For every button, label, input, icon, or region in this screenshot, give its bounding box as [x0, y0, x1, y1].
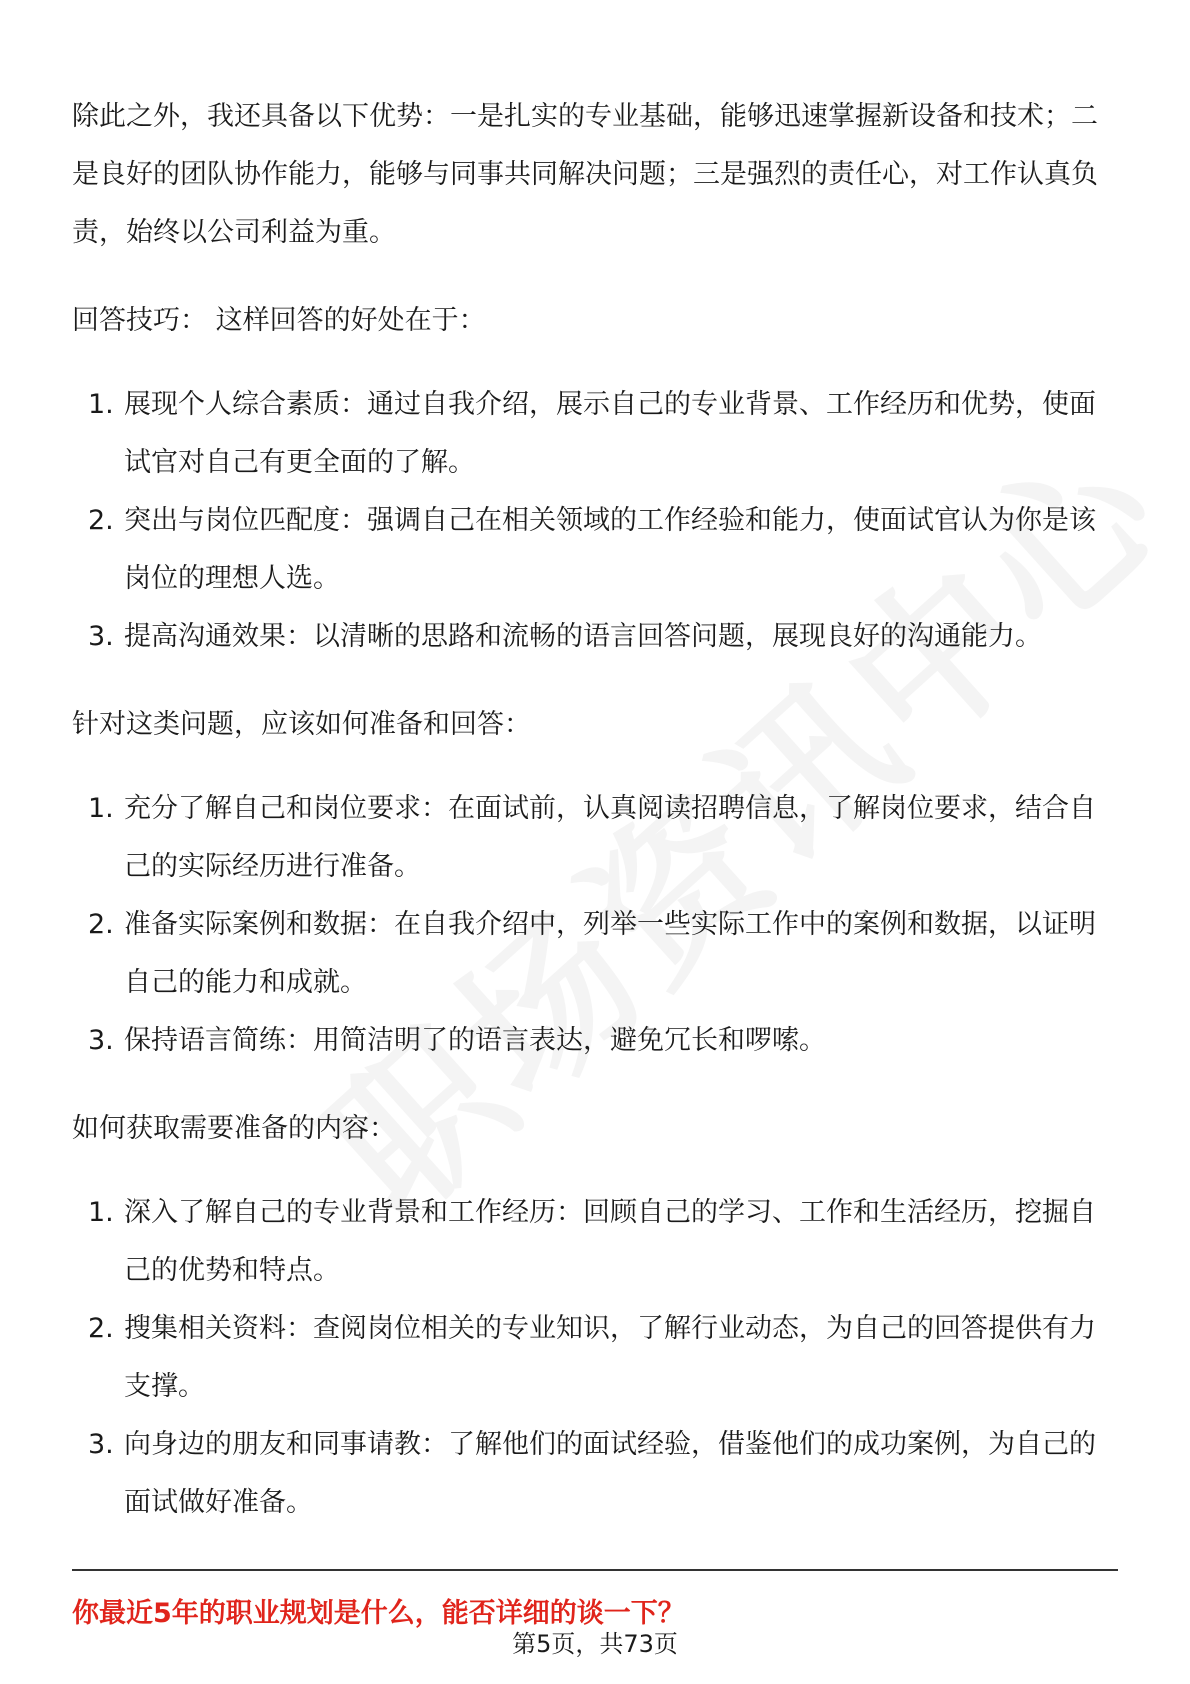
list-item-text: 准备实际案例和数据：在自我介绍中，列举一些实际工作中的案例和数据，以证明自己的能力和成就。: [124, 909, 1096, 998]
page-number: 第5页，共73页: [512, 1630, 678, 1658]
list-item: [72, 1300, 1118, 1416]
list-item-text: 展现个人综合素质：通过自我介绍，展示自己的专业背景、工作经历和优势，使面试官对自己有更全面的了解。: [124, 389, 1096, 478]
list-item: [72, 1012, 1118, 1070]
list-item: [72, 780, 1118, 896]
document-body: [72, 88, 1118, 1532]
list-item: [72, 492, 1118, 608]
section-heading-content-sources: 如何获取需要准备的内容：: [72, 1113, 396, 1144]
list-item-text: 搜集相关资料：查阅岗位相关的专业知识，了解行业动态，为自己的回答提供有力支撑。: [124, 1313, 1096, 1402]
list-number: 2.: [88, 909, 114, 940]
next-question-heading: 你最近5年的职业规划是什么，能否详细的谈一下？: [72, 1598, 685, 1629]
section-heading-preparation: 针对这类问题，应该如何准备和回答：: [72, 709, 531, 740]
answer-tips-list: [72, 376, 1118, 666]
list-number: 1.: [88, 389, 114, 420]
list-item-text: 突出与岗位匹配度：强调自己在相关领域的工作经验和能力，使面试官认为你是该岗位的理想人选。: [124, 505, 1096, 594]
list-number: 3.: [88, 1429, 114, 1460]
list-item-text: 充分了解自己和岗位要求：在面试前，认真阅读招聘信息，了解岗位要求，结合自己的实际经历进行准备。: [124, 793, 1096, 882]
list-number: 1.: [88, 1197, 114, 1228]
preparation-list: [72, 780, 1118, 1070]
list-item: [72, 608, 1118, 666]
list-number: 3.: [88, 1025, 114, 1056]
list-item-text: 向身边的朋友和同事请教：了解他们的面试经验，借鉴他们的成功案例，为自己的面试做好准备。: [124, 1429, 1096, 1518]
section-divider: [72, 1569, 1118, 1571]
list-number: 2.: [88, 505, 114, 536]
list-number: 2.: [88, 1313, 114, 1344]
list-item: [72, 896, 1118, 1012]
list-number: 1.: [88, 793, 114, 824]
list-item-text: 提高沟通效果：以清晰的思路和流畅的语言回答问题，展现良好的沟通能力。: [124, 621, 1042, 652]
section-heading-answer-tips: 回答技巧： 这样回答的好处在于：: [72, 305, 486, 336]
list-item: [72, 1184, 1118, 1300]
list-item-text: 保持语言简练：用简洁明了的语言表达，避免冗长和啰嗦。: [124, 1025, 826, 1056]
list-number: 3.: [88, 621, 114, 652]
list-item: [72, 1416, 1118, 1532]
content-sources-list: [72, 1184, 1118, 1532]
intro-paragraph: 除此之外，我还具备以下优势：一是扎实的专业基础，能够迅速掌握新设备和技术；二是良好的团队协作能力，能够与同事共同解决问题；三是强烈的责任心，对工作认真负责，始终以公司利益为重。: [72, 101, 1098, 248]
list-item: [72, 376, 1118, 492]
list-item-text: 深入了解自己的专业背景和工作经历：回顾自己的学习、工作和生活经历，挖掘自己的优势和特点。: [124, 1197, 1096, 1286]
